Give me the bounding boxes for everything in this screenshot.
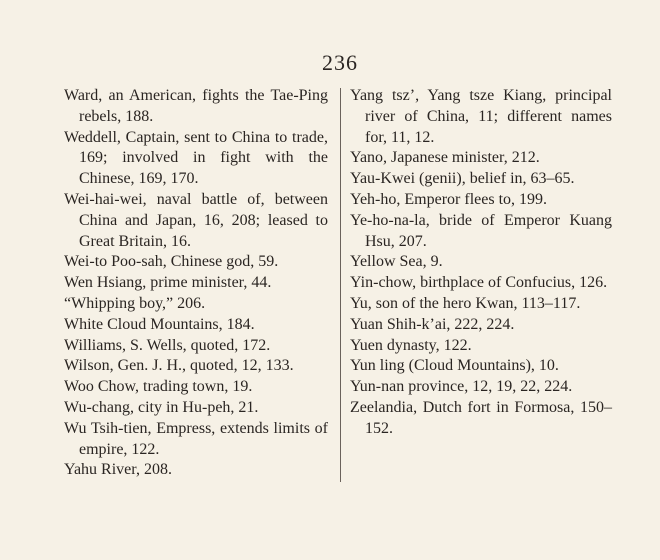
index-entry: Wei-to Poo-sah, Chinese god, 59. <box>64 253 279 271</box>
column-divider <box>340 88 341 482</box>
index-entry: Wu Tsih-tien, Empress, extends limits of empire, 122. <box>64 419 328 458</box>
index-entry: Weddell, Captain, sent to China to trade, 169; involved in fight with the Chinese, 169, 170. <box>64 128 328 188</box>
index-entry: Ward, an American, fights the Tae-Ping rebels, 188. <box>64 87 328 125</box>
index-entry: Woo Chow, trading town, 19. <box>64 378 253 396</box>
index-entry: Ye-ho-na-la, bride of Emperor Kuang Hsu, 207. <box>350 211 612 250</box>
index-column-left <box>64 86 328 481</box>
index-entry: Yang tsz’, Yang tsze Kiang, principal river of China, 11; different names for, 11, 12. <box>350 87 612 146</box>
index-entry: Yun-nan province, 12, 19, 22, 224. <box>350 378 573 396</box>
page-number: 236 <box>322 50 358 75</box>
index-entry: Wen Hsiang, prime minister, 44. <box>64 274 272 292</box>
index-column-right <box>350 86 612 440</box>
index-entry: Yuan Shih-k’ai, 222, 224. <box>350 315 515 333</box>
index-entry: Yin-chow, birthplace of Confucius, 126. <box>350 274 608 292</box>
index-entry: Yahu River, 208. <box>64 461 172 479</box>
index-entry: Williams, S. Wells, quoted, 172. <box>64 336 271 354</box>
index-entry: Yau-Kwei (genii), belief in, 63–65. <box>350 170 575 188</box>
index-entry: Wu-chang, city in Hu-peh, 21. <box>64 398 259 416</box>
index-entry: Yano, Japanese minister, 212. <box>350 149 540 167</box>
index-entry: Yu, son of the hero Kwan, 113–117. <box>350 294 581 312</box>
index-entry: Yeh-ho, Emperor flees to, 199. <box>350 190 548 208</box>
index-entry: Zeelandia, Dutch fort in Formosa, 150–152. <box>350 398 612 437</box>
index-entry: Yun ling (Cloud Mountains), 10. <box>350 357 559 375</box>
index-entry: Wei-hai-wei, naval battle of, between China and Japan, 16, 208; leased to Great Britain, 16. <box>64 190 328 250</box>
index-entry: Yuen dynasty, 122. <box>350 336 472 354</box>
index-entry: Wilson, Gen. J. H., quoted, 12, 133. <box>64 357 294 375</box>
index-entry: White Cloud Mountains, 184. <box>64 315 255 333</box>
index-entry: “Whipping boy,” 206. <box>64 294 206 312</box>
index-entry: Yellow Sea, 9. <box>350 253 443 271</box>
